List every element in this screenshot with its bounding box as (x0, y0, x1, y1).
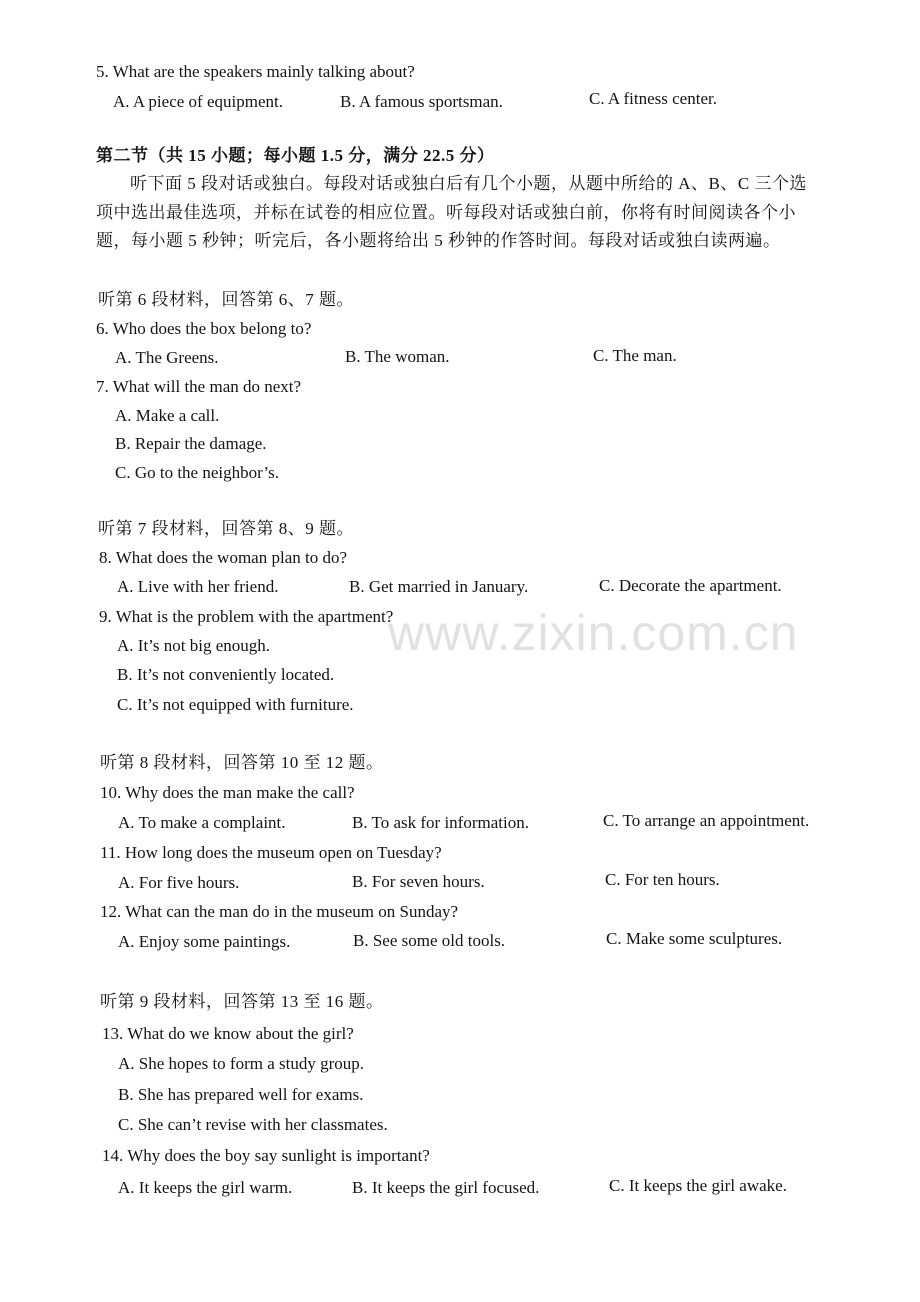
question-14-stem: 14. Why does the boy say sunlight is important? (102, 1146, 430, 1165)
question-6-option-b: B. The woman. (345, 347, 450, 366)
section-2-title: 第二节（共 15 小题；每小题 1.5 分，满分 22.5 分） (96, 146, 495, 165)
question-9-option-b: B. It’s not conveniently located. (117, 665, 335, 684)
material-6-header: 听第 6 段材料，回答第 6、7 题。 (98, 290, 354, 309)
question-8-option-c: C. Decorate the apartment. (599, 576, 782, 595)
question-7-stem: 7. What will the man do next? (96, 377, 302, 396)
question-7-option-b: B. Repair the damage. (115, 434, 267, 453)
question-13-option-a: A. She hopes to form a study group. (118, 1054, 365, 1073)
question-11-stem: 11. How long does the museum open on Tuesday? (100, 843, 442, 862)
site-watermark: www.zixin.com.cn (388, 605, 799, 661)
question-6-option-c: C. The man. (593, 346, 677, 365)
question-10-option-c: C. To arrange an appointment. (603, 811, 810, 830)
question-10-stem: 10. Why does the man make the call? (100, 783, 355, 802)
question-12-stem: 12. What can the man do in the museum on Sunday? (100, 902, 459, 921)
question-13-option-c: C. She can’t revise with her classmates. (118, 1115, 388, 1134)
section-2-instructions-line-2: 项中选出最佳选项，并标在试卷的相应位置。听每段对话或独白前，你将有时间阅读各个小 (96, 203, 796, 222)
question-12-option-c: C. Make some sculptures. (606, 929, 783, 948)
question-10-option-a: A. To make a complaint. (118, 813, 286, 832)
question-8-stem: 8. What does the woman plan to do? (99, 548, 348, 567)
question-14-option-a: A. It keeps the girl warm. (118, 1178, 293, 1197)
question-5-option-a: A. A piece of equipment. (113, 92, 283, 111)
question-9-option-c: C. It’s not equipped with furniture. (117, 695, 354, 714)
material-8-header: 听第 8 段材料，回答第 10 至 12 题。 (100, 753, 384, 772)
question-10-option-b: B. To ask for information. (352, 813, 529, 832)
question-6-stem: 6. Who does the box belong to? (96, 319, 312, 338)
section-2-instructions-line-3: 题，每小题 5 秒钟；听完后，各小题将给出 5 秒钟的作答时间。每段对话或独白读两遍。 (96, 231, 781, 250)
question-9-stem: 9. What is the problem with the apartment? (99, 607, 394, 626)
section-2-instructions-line-1: 听下面 5 段对话或独白。每段对话或独白后有几个小题，从题中所给的 A、B、C 三个选 (130, 174, 807, 193)
question-7-option-a: A. Make a call. (115, 406, 220, 425)
question-5-option-b: B. A famous sportsman. (340, 92, 503, 111)
question-11-option-c: C. For ten hours. (605, 870, 720, 889)
question-5-option-c: C. A fitness center. (589, 89, 717, 108)
question-12-option-b: B. See some old tools. (353, 931, 506, 950)
question-8-option-b: B. Get married in January. (349, 577, 529, 596)
question-13-option-b: B. She has prepared well for exams. (118, 1085, 364, 1104)
question-7-option-c: C. Go to the neighbor’s. (115, 463, 280, 482)
question-6-option-a: A. The Greens. (115, 348, 219, 367)
question-12-option-a: A. Enjoy some paintings. (118, 932, 291, 951)
question-11-option-a: A. For five hours. (118, 873, 240, 892)
question-13-stem: 13. What do we know about the girl? (102, 1024, 354, 1043)
question-14-option-b: B. It keeps the girl focused. (352, 1178, 540, 1197)
question-5-stem: 5. What are the speakers mainly talking about? (96, 62, 415, 81)
question-9-option-a: A. It’s not big enough. (117, 636, 270, 655)
question-8-option-a: A. Live with her friend. (117, 577, 279, 596)
question-14-option-c: C. It keeps the girl awake. (609, 1176, 787, 1195)
material-7-header: 听第 7 段材料，回答第 8、9 题。 (98, 519, 354, 538)
question-11-option-b: B. For seven hours. (352, 872, 485, 891)
material-9-header: 听第 9 段材料，回答第 13 至 16 题。 (100, 992, 384, 1011)
